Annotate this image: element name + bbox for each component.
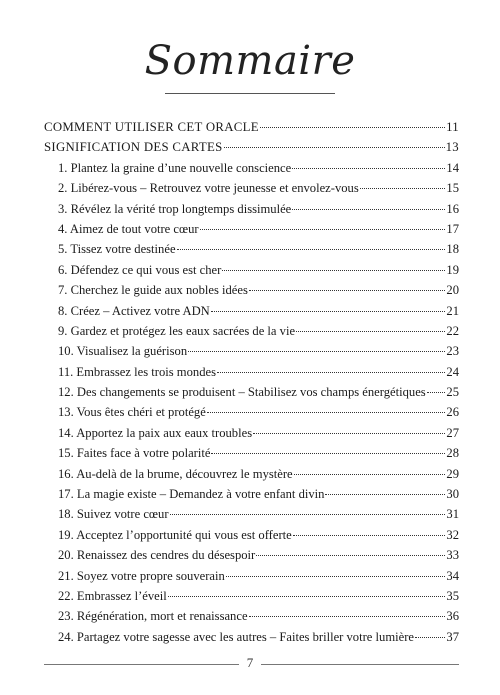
toc-entry-title: 17. La magie existe – Demandez à votre enfant divin [58,487,325,502]
toc-entry-row [44,161,459,181]
dot-leader [249,290,446,291]
toc-entry-title: 8. Créez – Activez votre ADN [58,303,210,318]
toc-page-number: 30 [446,487,459,502]
dot-leader [211,311,446,312]
toc-page-number: 31 [446,507,459,522]
toc-page-number: 14 [446,160,459,175]
toc-entry-row [44,528,459,548]
footer-divider-right [261,664,459,665]
dot-leader [294,474,446,475]
dot-leader [292,168,445,169]
toc-entry-title: 4. Aimez de tout votre cœur [58,221,199,236]
dot-leader [226,576,446,577]
toc-entry-row [44,548,459,568]
toc-entry-title: 19. Acceptez l’opportunité qui vous est offerte [58,527,292,542]
toc-page-number: 36 [446,609,459,624]
toc-section-title: COMMENT UTILISER CET ORACLE [44,120,259,134]
dot-leader [415,637,445,638]
table-of-contents [44,120,459,650]
dot-leader [211,453,445,454]
toc-page-number: 11 [446,120,459,134]
toc-entry-title: 20. Renaissez des cendres du désespoir [58,548,256,563]
toc-entry-title: 18. Suivez votre cœur [58,507,169,522]
toc-entry-row [44,609,459,629]
dot-leader [170,514,446,515]
dot-leader [188,351,445,352]
toc-entry-title: 11. Embrassez les trois mondes [58,364,216,379]
dot-leader [207,412,446,413]
toc-page-number: 23 [446,344,459,359]
toc-page-number: 27 [446,425,459,440]
dot-leader [222,270,445,271]
toc-page-number: 22 [446,323,459,338]
toc-entry-title: 16. Au-delà de la brume, découvrez le mystère [58,466,293,481]
dot-leader [217,372,445,373]
toc-entry-title: 21. Soyez votre propre souverain [58,568,225,583]
dot-leader [360,188,446,189]
toc-page-number: 19 [446,262,459,277]
toc-entry-row [44,222,459,242]
toc-entry-title: 10. Visualisez la guérison [58,344,188,359]
toc-section-row [44,120,459,140]
toc-entry-title: 14. Apportez la paix aux eaux troubles [58,425,253,440]
toc-section-row [44,140,459,160]
toc-entry-title: 9. Gardez et protégez les eaux sacrées de la vie [58,323,296,338]
page-title: Sommaire [144,38,356,84]
toc-entry-row [44,385,459,405]
toc-page-number: 20 [446,283,459,298]
dot-leader [293,535,446,536]
dot-leader [177,249,446,250]
dot-leader [249,616,446,617]
toc-entry-row [44,344,459,364]
toc-page-number: 33 [446,548,459,563]
toc-entry-title: 12. Des changements se produisent – Stabilisez vos champs énergétiques [58,385,426,400]
toc-entry-row [44,304,459,324]
toc-entry-row [44,263,459,283]
toc-entry-row [44,365,459,385]
toc-page-number: 28 [446,446,459,461]
toc-entry-row [44,487,459,507]
toc-entry-row [44,202,459,222]
dot-leader [224,147,445,148]
dot-leader [427,392,446,393]
toc-entry-title: 23. Régénération, mort et renaissance [58,609,248,624]
page-number: 7 [246,655,254,670]
toc-entry-row [44,242,459,262]
toc-entry-title: 24. Partagez votre sagesse avec les autres – Faites briller votre lumière [58,629,414,644]
dot-leader [168,596,446,597]
toc-entry-title: 15. Faites face à votre polarité [58,446,211,461]
toc-page-number: 34 [446,568,459,583]
toc-page-number: 29 [446,466,459,481]
dot-leader [200,229,446,230]
toc-section-title: SIGNIFICATION DES CARTES [44,140,223,155]
toc-page-number: 24 [446,364,459,379]
dot-leader [296,331,445,332]
toc-page-number: 32 [446,527,459,542]
toc-entry-title: 7. Cherchez le guide aux nobles idées [58,283,248,298]
dot-leader [260,127,445,128]
toc-entry-row [44,324,459,344]
title-divider [165,93,335,94]
toc-entry-title: 5. Tissez votre destinée [58,242,176,257]
toc-entry-title: 2. Libérez-vous – Retrouvez votre jeunesse et envolez-vous [58,181,359,196]
toc-entry-row [44,467,459,487]
toc-entry-title: 1. Plantez la graine d’une nouvelle conscience [58,160,292,175]
toc-page-number: 25 [446,385,459,400]
toc-page-number: 26 [446,405,459,420]
toc-page-number: 17 [446,221,459,236]
toc-entry-row [44,569,459,589]
toc-entry-row [44,507,459,527]
toc-page-number: 35 [446,588,459,603]
toc-page-number: 15 [446,181,459,196]
toc-entry-row [44,589,459,609]
toc-page-number: 13 [445,140,459,155]
toc-entry-row [44,283,459,303]
toc-page-number: 21 [446,303,459,318]
toc-page-number: 18 [446,242,459,257]
dot-leader [253,433,445,434]
toc-entry-row [44,426,459,446]
toc-entry-title: 3. Révélez la vérité trop longtemps dissimulée [58,201,292,216]
dot-leader [292,209,445,210]
toc-entry-title: 22. Embrassez l’éveil [58,588,167,603]
toc-entry-title: 6. Défendez ce qui vous est cher [58,262,222,277]
toc-page-number: 37 [446,629,459,644]
toc-page-number: 16 [446,201,459,216]
toc-entry-row [44,630,459,650]
toc-entry-row [44,446,459,466]
dot-leader [256,555,445,556]
toc-entry-row [44,405,459,425]
dot-leader [325,494,445,495]
toc-entry-row [44,181,459,201]
toc-entry-title: 13. Vous êtes chéri et protégé [58,405,206,420]
